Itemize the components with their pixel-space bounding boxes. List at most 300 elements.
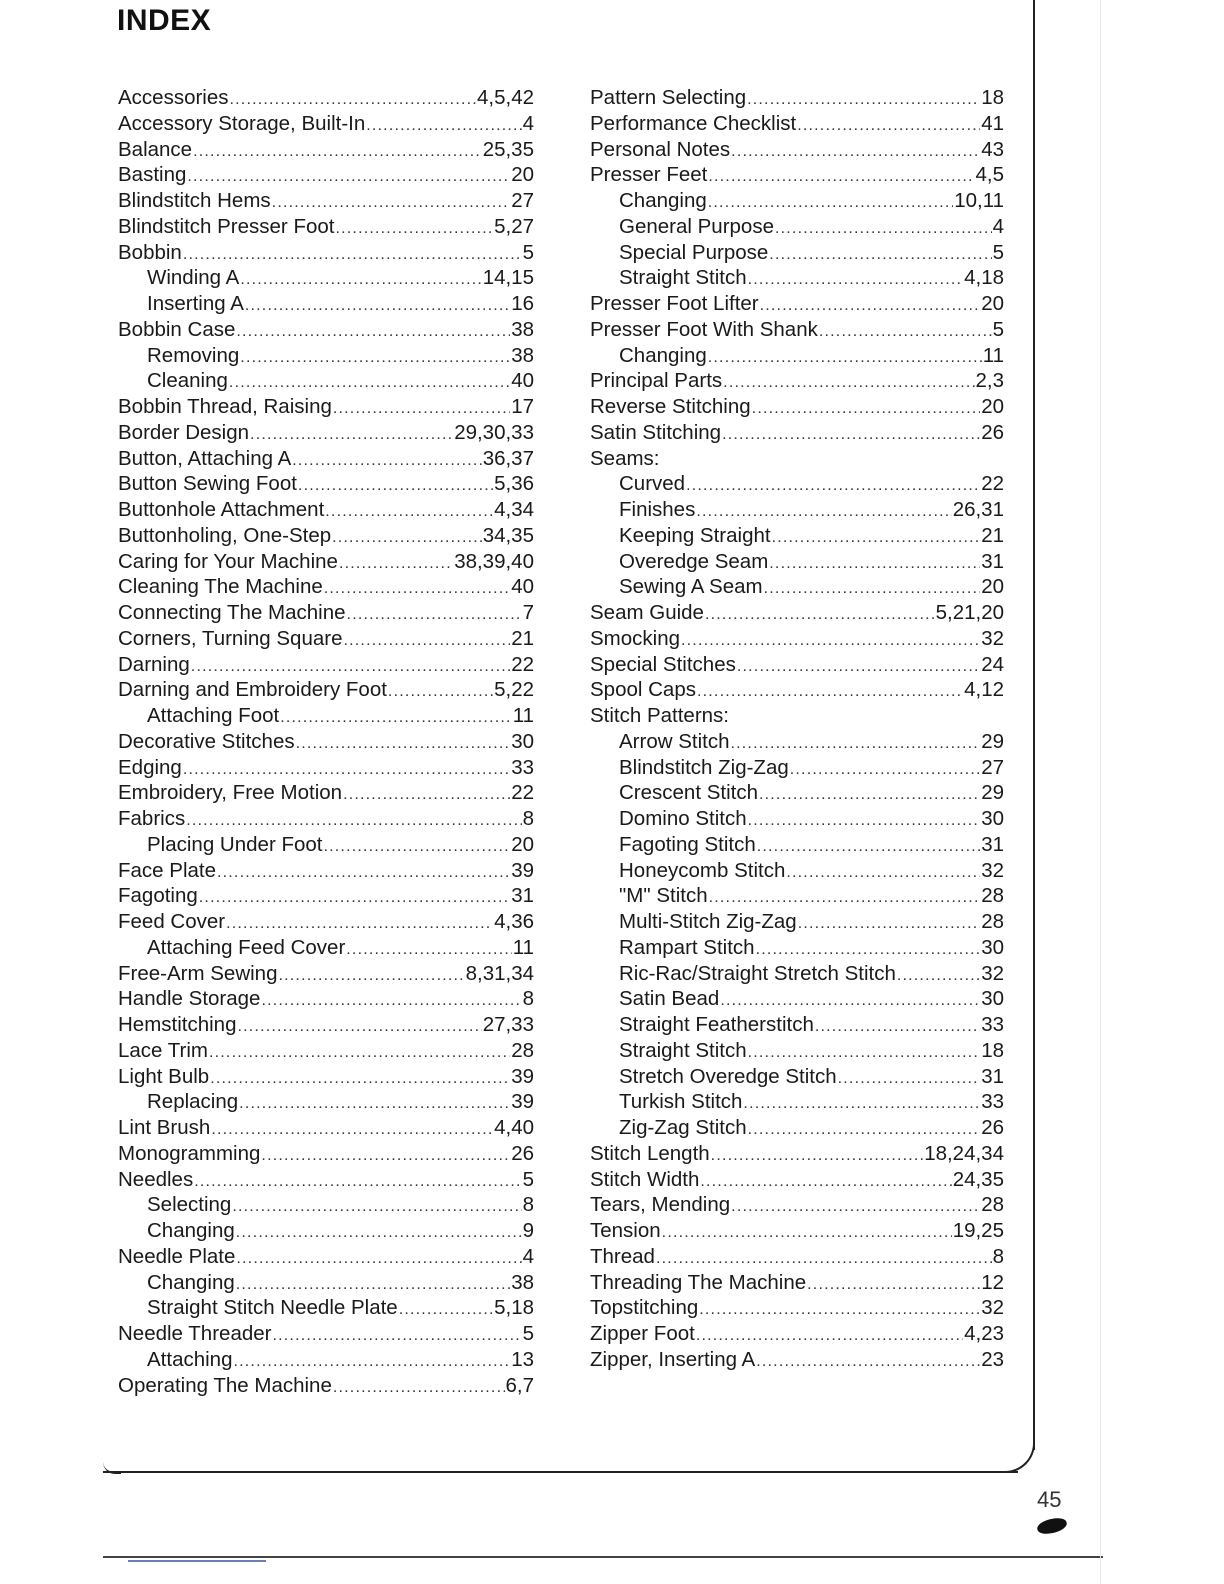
index-term: Connecting The Machine [118,601,346,624]
page-reference: 4,36 [494,910,534,933]
leader-dots [323,834,510,860]
leader-dots [209,1040,510,1066]
index-entry [590,1270,1004,1296]
leader-dots [233,1349,510,1375]
index-entry [118,883,534,909]
index-term: Satin Stitching [590,420,722,444]
page-reference: 18 [981,1038,1004,1062]
index-entry [590,394,1004,420]
index-term: Stitch Length [590,1141,710,1165]
leader-dots [696,499,951,525]
leader-dots [210,1066,510,1092]
index-entry [118,677,534,703]
page-reference: 31 [511,884,534,908]
page-reference: 36,37 [482,446,534,470]
page-reference: 32 [981,1296,1004,1320]
page-reference: 8 [992,1244,1004,1268]
index-entry [118,1064,534,1090]
page-frame-right-rule [1033,0,1035,1450]
index-entry [118,806,534,832]
page-reference: 4,18 [964,266,1004,290]
page-reference: 12 [981,1270,1004,1294]
index-subentry [590,858,1004,884]
index-entry [118,317,534,343]
index-entry [118,394,534,420]
leader-dots [838,1066,981,1092]
page-reference: 16 [511,292,534,315]
leader-dots [186,808,521,834]
page-reference: 5,36 [494,472,534,496]
index-entry [118,600,534,626]
index-term: Principal Parts [590,369,723,393]
page-reference: 38 [511,343,534,367]
index-entry [118,214,534,240]
page-reference: 4,23 [964,1322,1004,1345]
index-term: Rampart Stitch [619,935,755,959]
index-entry [118,137,534,163]
index-entry [118,1167,534,1193]
index-term: Lint Brush [118,1116,211,1139]
index-subentry [590,832,1004,858]
leader-dots [183,242,522,268]
page-reference: 5,21,20 [935,601,1004,624]
index-term: Attaching Feed Cover [147,935,346,959]
leader-dots [748,1040,981,1066]
index-subentry [590,909,1004,935]
index-column-right [590,85,1004,1373]
page-reference: 32 [981,626,1004,650]
index-term: Stitch Patterns: [590,704,730,727]
index-term: Button, Attaching A [118,446,292,470]
page-reference: 32 [981,858,1004,882]
page-reference: 38,39,40 [454,549,534,573]
leader-dots [769,242,991,268]
leader-dots [723,370,974,396]
page-reference: 41 [981,111,1004,135]
leader-dots [798,911,980,937]
leader-dots [797,113,980,139]
index-term: Accessory Storage, Built-In [118,111,366,135]
index-term: Winding A [147,266,240,290]
index-entry [590,368,1004,394]
leader-dots [686,473,980,499]
index-term: Changing [147,1270,235,1294]
page-reference: 39 [511,858,534,882]
leader-dots [236,319,510,345]
index-term: Darning and Embroidery Foot [118,678,387,702]
index-term: Satin Bead [619,987,720,1011]
index-subentry [118,1089,534,1115]
index-subentry [118,703,534,729]
page-title: INDEX [117,4,212,37]
index-entry [118,986,534,1012]
leader-dots [211,1117,493,1143]
leader-dots [748,267,963,293]
leader-dots [399,1297,493,1323]
page-reference: 2,3 [975,369,1004,393]
index-term: Darning [118,652,190,676]
index-entry [118,858,534,884]
index-term: Stitch Width [590,1167,700,1191]
leader-dots [720,988,980,1014]
page-reference: 4,5 [975,163,1004,187]
index-term: Performance Checklist [590,111,797,135]
leader-dots [752,396,981,422]
page-reference: 14,15 [482,266,534,290]
index-subentry [590,523,1004,549]
leader-dots [662,1220,952,1246]
page-reference: 20 [981,395,1004,418]
page-reference: 33 [981,1090,1004,1114]
index-term: Feed Cover [118,910,226,933]
leader-dots [239,1091,510,1117]
page-frame-bottom-rule [103,1471,1018,1473]
leader-dots [819,319,992,345]
index-term: Free-Arm Sewing [118,961,278,985]
leader-dots [240,267,481,293]
index-subentry [590,883,1004,909]
page-reference: 8 [522,1193,534,1217]
leader-dots [238,1014,482,1040]
index-subentry [118,935,534,961]
index-entry [590,137,1004,163]
leader-dots [711,1143,924,1169]
index-term: Changing [619,343,707,367]
leader-dots [333,396,510,422]
leader-dots [747,87,980,113]
footer-accent-rule [128,1560,266,1562]
page-reference: 4,40 [494,1116,534,1139]
page-reference: 4 [992,214,1004,238]
index-subentry [118,1218,534,1244]
index-term: Needles [118,1167,194,1191]
index-entry [590,420,1004,446]
index-term: Selecting [147,1193,232,1217]
index-term: Fabrics [118,807,186,830]
leader-dots [708,164,974,190]
index-term: Border Design [118,420,250,444]
index-term: Edging [118,755,182,779]
page-reference: 4 [522,111,534,135]
page-reference: 11 [982,343,1004,367]
leader-dots [240,345,510,371]
page-reference: 28 [981,910,1004,933]
leader-dots [199,885,510,911]
leader-dots [708,345,982,371]
index-term: Reverse Stitching [590,395,751,418]
index-entry [590,1244,1004,1270]
index-entry [590,626,1004,652]
index-entry [590,1141,1004,1167]
leader-dots [700,1169,951,1195]
page-reference: 21 [511,626,534,650]
leader-dots [194,1169,521,1195]
page-reference: 27,33 [482,1013,534,1036]
index-heading [590,703,1004,729]
index-term: Straight Stitch Needle Plate [147,1296,398,1320]
index-subentry [590,986,1004,1012]
index-term: Bobbin [118,240,182,264]
leader-dots [335,216,493,242]
index-term: Placing Under Foot [147,832,323,856]
page-reference: 5 [522,240,534,264]
page-reference: 20 [511,832,534,856]
page-reference: 33 [981,1013,1004,1036]
index-subentry [590,549,1004,575]
index-term: Changing [147,1219,235,1242]
index-term: Keeping Straight [619,523,771,547]
page-reference: 19,25 [952,1219,1004,1242]
leader-dots [756,937,981,963]
leader-dots [815,1014,980,1040]
index-subentry [590,1064,1004,1090]
leader-dots [757,834,980,860]
leader-dots [236,1220,522,1246]
index-entry [590,1347,1004,1373]
index-entry [118,729,534,755]
index-term: Balance [118,137,193,161]
leader-dots [280,705,512,731]
index-subentry [590,755,1004,781]
leader-dots [708,190,953,216]
page-reference: 28 [981,1193,1004,1217]
index-term: Light Bulb [118,1064,210,1088]
index-term: Needle Plate [118,1244,236,1268]
leader-dots [272,1323,521,1349]
leader-dots [229,370,510,396]
index-term: Bobbin Case [118,317,236,341]
page-reference: 9 [522,1219,534,1242]
index-term: Finishes [619,498,696,521]
index-term: Needle Threader [118,1322,272,1345]
page-reference: 31 [981,549,1004,573]
index-entry [590,1218,1004,1244]
page-reference: 34,35 [482,523,534,547]
page-reference: 22 [981,472,1004,496]
index-entry [118,961,534,987]
page-number: 45 [1037,1487,1062,1512]
leader-dots [226,911,493,937]
index-subentry [590,497,1004,523]
index-subentry [590,780,1004,806]
index-term: Thread [590,1244,655,1268]
index-entry [118,1373,534,1399]
index-subentry [590,806,1004,832]
page-reference: 26,31 [952,498,1004,521]
leader-dots [236,1272,510,1298]
leader-dots [737,654,980,680]
index-entry [118,188,534,214]
index-entry [118,1141,534,1167]
page-reference: 22 [511,652,534,676]
page-reference: 31 [981,832,1004,856]
index-term: Cleaning [147,369,228,393]
leader-dots [709,885,981,911]
page-reference: 26 [511,1141,534,1165]
index-entry [118,626,534,652]
page-reference: 7 [522,601,534,624]
index-entry [118,162,534,188]
index-term: Bobbin Thread, Raising [118,395,332,418]
index-subentry [118,1270,534,1296]
leader-dots [230,87,476,113]
index-entry [118,523,534,549]
page-reference: 22 [511,781,534,805]
index-term: Spool Caps [590,678,696,702]
index-term: Fagoting [118,884,198,908]
page-reference: 26 [981,1116,1004,1139]
leader-dots [333,1375,505,1401]
page-reference: 11 [512,935,534,959]
index-subentry [590,574,1004,600]
leader-dots [769,551,980,577]
index-heading [590,446,1004,472]
page-reference: 40 [511,369,534,393]
page-reference: 25,35 [482,137,534,161]
index-term: Hemstitching [118,1013,237,1036]
index-entry [590,85,1004,111]
page-reference: 5 [522,1322,534,1345]
index-entry [590,600,1004,626]
index-entry [118,497,534,523]
index-subentry [590,265,1004,291]
page-reference: 5 [992,240,1004,264]
index-entry [590,317,1004,343]
index-term: General Purpose [619,214,774,238]
index-entry [590,1295,1004,1321]
index-term: Button Sewing Foot [118,472,297,496]
index-subentry [118,1347,534,1373]
index-entry [118,909,534,935]
leader-dots [759,782,980,808]
index-term: Fagoting Stitch [619,832,756,856]
index-term: Handle Storage [118,987,261,1011]
index-term: Straight Stitch [619,266,747,290]
index-term: Changing [619,189,707,212]
index-term: Presser Feet [590,163,708,187]
leader-dots [722,422,980,448]
leader-dots [748,1117,981,1143]
page-reference: 29 [981,781,1004,805]
index-term: Operating The Machine [118,1373,332,1397]
index-subentry [118,1192,534,1218]
index-entry [118,471,534,497]
index-entry [590,291,1004,317]
index-term: Tension [590,1219,661,1242]
page-reference: 8 [522,987,534,1011]
index-entry [590,1321,1004,1347]
leader-dots [332,525,482,551]
leader-dots [760,293,981,319]
index-entry [118,1038,534,1064]
index-entry [118,780,534,806]
leader-dots [731,1194,980,1220]
index-subentry [590,935,1004,961]
index-term: Crescent Stitch [619,781,758,805]
leader-dots [681,628,980,654]
leader-dots [764,576,981,602]
index-entry [118,1115,534,1141]
index-term: "M" Stitch [619,884,708,908]
leader-dots [346,937,511,963]
leader-dots [743,1091,980,1117]
page-reference: 27 [981,755,1004,779]
index-term: Zipper, Inserting A [590,1347,756,1371]
page-reference: 30 [981,987,1004,1011]
index-entry [118,574,534,600]
index-entry [118,240,534,266]
index-subentry [118,832,534,858]
index-entry [118,549,534,575]
index-term: Cleaning The Machine [118,575,323,599]
index-subentry [590,1038,1004,1064]
page-reference: 31 [981,1064,1004,1088]
index-term: Stretch Overedge Stitch [619,1064,837,1088]
index-term: Blindstitch Hems [118,189,271,212]
page-reference: 21 [981,523,1004,547]
page-reference: 10,11 [954,189,1004,212]
index-term: Ric-Rac/Straight Stretch Stitch [619,961,896,985]
index-entry [118,111,534,137]
index-term: Decorative Stitches [118,729,295,753]
page-reference: 8,31,34 [465,961,534,985]
index-subentry [118,265,534,291]
page-reference: 24 [981,652,1004,676]
page-reference: 29 [981,729,1004,753]
scan-edge [1100,0,1101,1584]
index-entry [118,420,534,446]
index-term: Caring for Your Machine [118,549,338,573]
leader-dots [296,731,511,757]
index-entry [590,652,1004,678]
page-reference: 13 [511,1347,534,1371]
footer-rule [103,1556,1103,1558]
index-term: Pattern Selecting [590,86,747,109]
index-subentry [118,343,534,369]
leader-dots [388,679,493,705]
leader-dots [897,963,980,989]
page-reference: 29,30,33 [454,420,534,444]
index-term: Tears, Mending [590,1193,731,1217]
leader-dots [748,808,981,834]
index-term: Replacing [147,1090,239,1114]
index-term: Basting [118,163,187,187]
page-reference: 20 [981,292,1004,315]
index-subentry [590,214,1004,240]
index-term: Turkish Stitch [619,1090,743,1114]
index-subentry [590,1012,1004,1038]
index-term: Special Purpose [619,240,769,264]
index-term: Seams: [590,446,660,470]
page-reference: 38 [511,1270,534,1294]
page-reference: 33 [511,755,534,779]
index-entry [118,755,534,781]
page-reference: 5 [992,317,1004,341]
index-entry [590,162,1004,188]
page-reference: 40 [511,575,534,599]
index-term: Personal Notes [590,137,731,161]
page-reference: 30 [981,807,1004,830]
index-term: Curved [619,472,686,496]
index-subentry [118,368,534,394]
page-reference: 32 [981,961,1004,985]
index-term: Seam Guide [590,601,704,624]
page-reference: 30 [511,729,534,753]
index-term: Attaching Foot [147,704,280,727]
index-subentry [590,343,1004,369]
leader-dots [343,782,510,808]
index-entry [118,652,534,678]
